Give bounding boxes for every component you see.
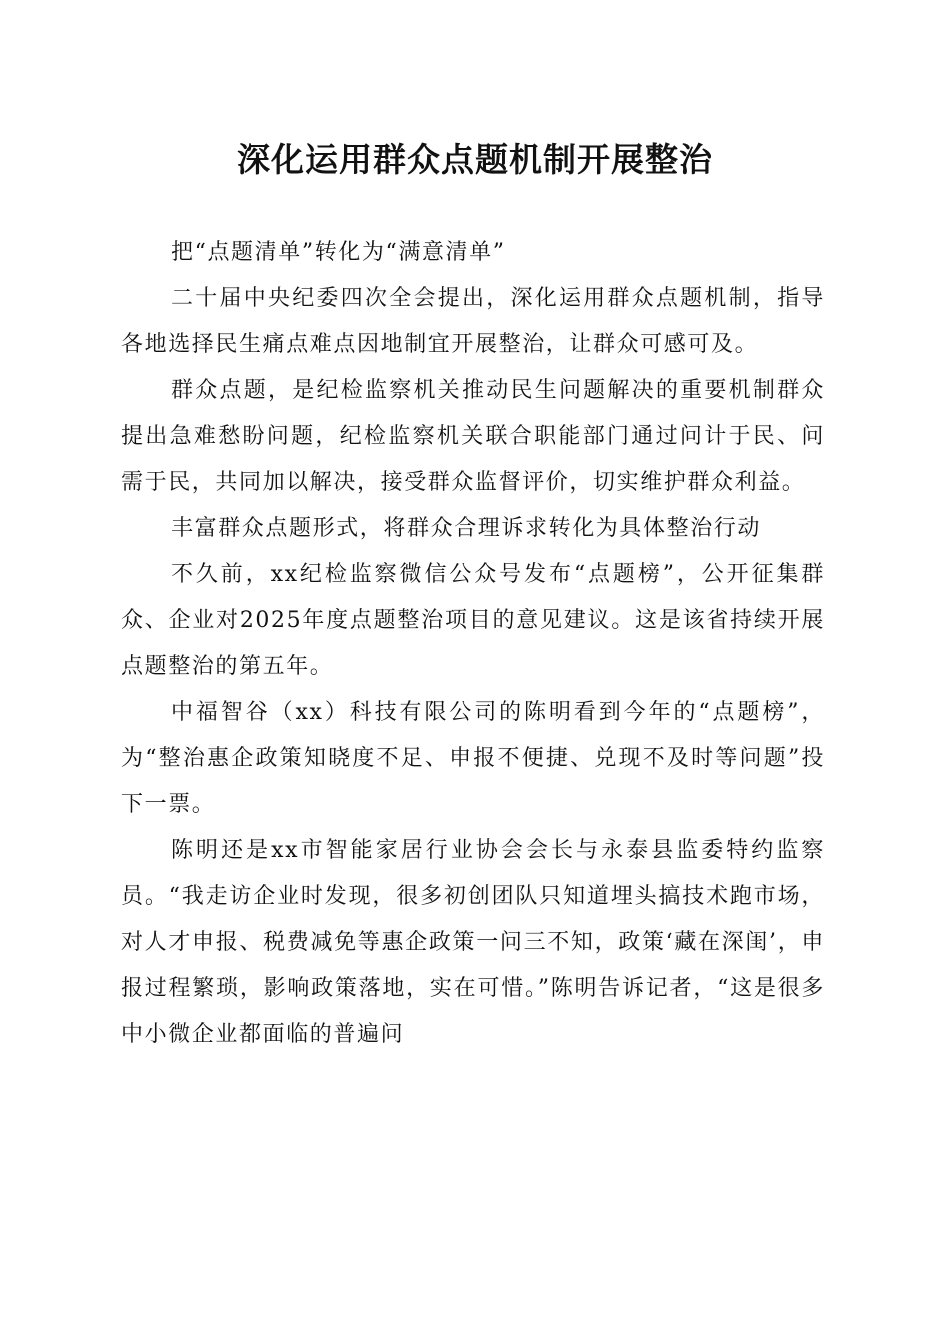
paragraph: 不久前，xx纪检监察微信公众号发布“点题榜”，公开征集群众、企业对2025年度点题整治项目的意见建议。这是该省持续开展点题整治的第五年。 xyxy=(121,562,825,679)
paragraph-subheading-2: 丰富群众点题形式，将群众合理诉求转化为具体整治行动 xyxy=(171,516,762,541)
paragraph: 陈明还是xx市智能家居行业协会会长与永泰县监委特约监察员。“我走访企业时发现，很多初创团队只知道埋头搞技术跑市场，对人才申报、税费减免等惠企政策一问三不知，政策‘藏在深闺’，申报过程繁琐，影响政策落地，实在可惜。”陈明告诉记者，“这是很多中小微企业都面临的普遍问 xyxy=(121,838,825,1047)
document-title: 深化运用群众点题机制开展整治 xyxy=(237,140,713,179)
paragraph: 中福智谷（xx）科技有限公司的陈明看到今年的“点题榜”，为“整治惠企政策知晓度不足、申报不便捷、兑现不及时等问题”投下一票。 xyxy=(121,700,825,817)
paragraph: 二十届中央纪委四次全会提出，深化运用群众点题机制，指导各地选择民生痛点难点因地制宜开展整治，让群众可感可及。 xyxy=(121,286,825,357)
paragraph: 群众点题，是纪检监察机关推动民生问题解决的重要机制群众提出急难愁盼问题，纪检监察机关联合职能部门通过问计于民、问需于民，共同加以解决，接受群众监督评价，切实维护群众利益。 xyxy=(121,378,825,495)
document-body xyxy=(121,230,825,1058)
paragraph-subheading-1: 把“点题清单”转化为“满意清单” xyxy=(171,240,506,265)
